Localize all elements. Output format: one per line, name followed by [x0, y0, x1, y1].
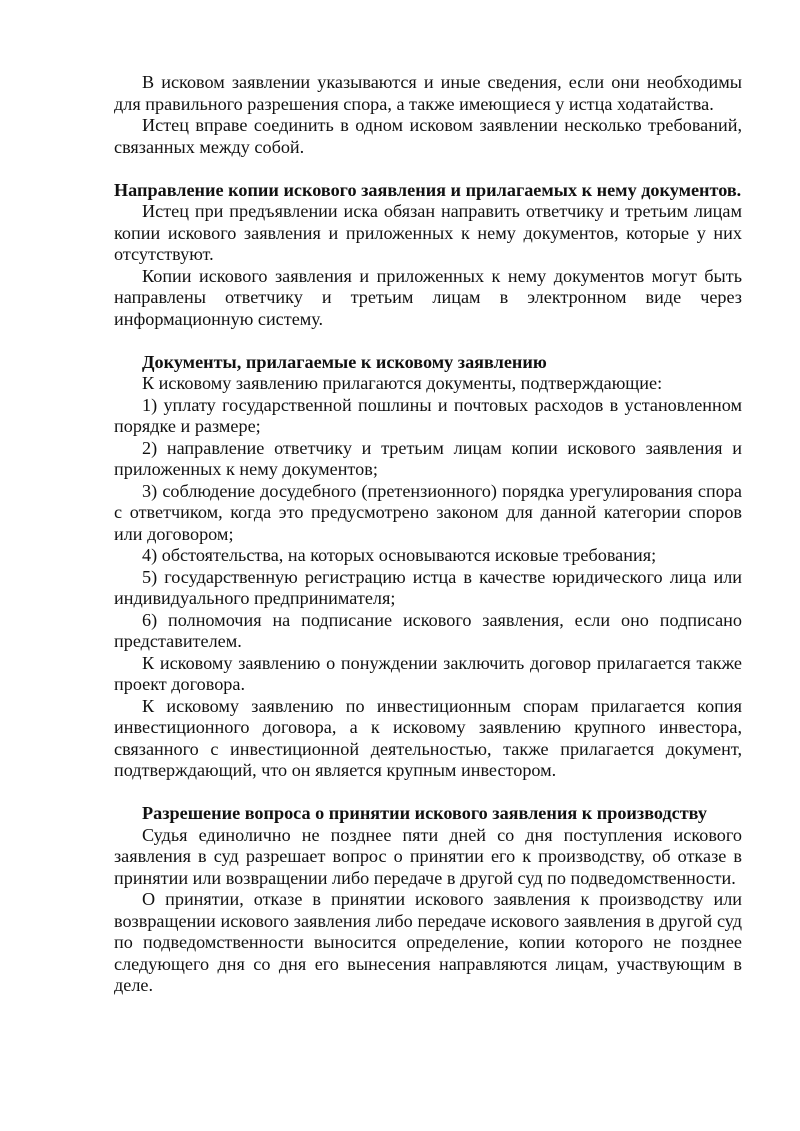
- section-heading: Документы, прилагаемые к исковому заявлению: [142, 351, 547, 372]
- paragraph: О принятии, отказе в принятии искового заявления к производству или возвращении искового заявления либо передаче искового заявления в другой суд по подведомственности выносится определение, копии которого не позднее следующего дня со дня его вынесения направляются лицам, участвующим в деле.: [114, 889, 742, 995]
- section-copies: [114, 180, 742, 331]
- paragraph: Истец вправе соединить в одном исковом заявлении несколько требований, связанных между собой.: [114, 115, 742, 157]
- paragraph: В исковом заявлении указываются и иные сведения, если они необходимы для правильного разрешения спора, а также имеющиеся у истца ходатайства.: [114, 72, 742, 114]
- paragraph: К исковому заявлению о понуждении заключить договор прилагается также проект договора.: [114, 652, 742, 694]
- list-item: 2) направление ответчику и третьим лицам копии искового заявления и приложенных к нему документов;: [114, 437, 742, 479]
- section-heading: Направление копии искового заявления и прилагаемых к нему документов.: [114, 179, 742, 200]
- list-item: 3) соблюдение досудебного (претензионного) порядка урегулирования спора с ответчиком, когда это предусмотрено законом для данной категории споров или договором;: [114, 480, 742, 544]
- paragraph: Истец при предъявлении иска обязан направить ответчику и третьим лицам копии искового заявления и приложенных к нему документов, которые у них отсутствуют.: [114, 201, 742, 264]
- section-intro: [114, 72, 742, 158]
- section-gap: [114, 330, 742, 352]
- list-item: 1) уплату государственной пошлины и почтовых расходов в установленном порядке и размере;: [114, 394, 742, 436]
- section-attached-documents: [114, 352, 742, 782]
- paragraph: К исковому заявлению прилагаются документы, подтверждающие:: [142, 373, 663, 393]
- list-item: 4) обстоятельства, на которых основываются исковые требования;: [142, 545, 657, 565]
- section-gap: [114, 782, 742, 804]
- section-gap: [114, 158, 742, 180]
- paragraph: Копии искового заявления и приложенных к нему документов могут быть направлены ответчику и третьим лицам в электронном виде через информационную систему.: [114, 265, 742, 329]
- paragraph: К исковому заявлению по инвестиционным спорам прилагается копия инвестиционного договора, а к исковому заявлению крупного инвестора, связанного с инвестиционной деятельностью, также прилагается документ, подтверждающий, что он является крупным инвестором.: [114, 695, 742, 780]
- document-page: [114, 72, 742, 997]
- list-item: 6) полномочия на подписание искового заявления, если оно подписано представителем.: [114, 609, 742, 651]
- section-heading: Разрешение вопроса о принятии искового заявления к производству: [142, 803, 707, 823]
- list-item: 5) государственную регистрацию истца в качестве юридического лица или индивидуального предпринимателя;: [114, 566, 742, 608]
- paragraph: Судья единолично не позднее пяти дней со дня поступления искового заявления в суд разрешает вопрос о принятии его к производству, об отказе в принятии или возвращении либо передаче в другой суд по подведомственности.: [114, 824, 742, 888]
- section-acceptance: [114, 803, 742, 997]
